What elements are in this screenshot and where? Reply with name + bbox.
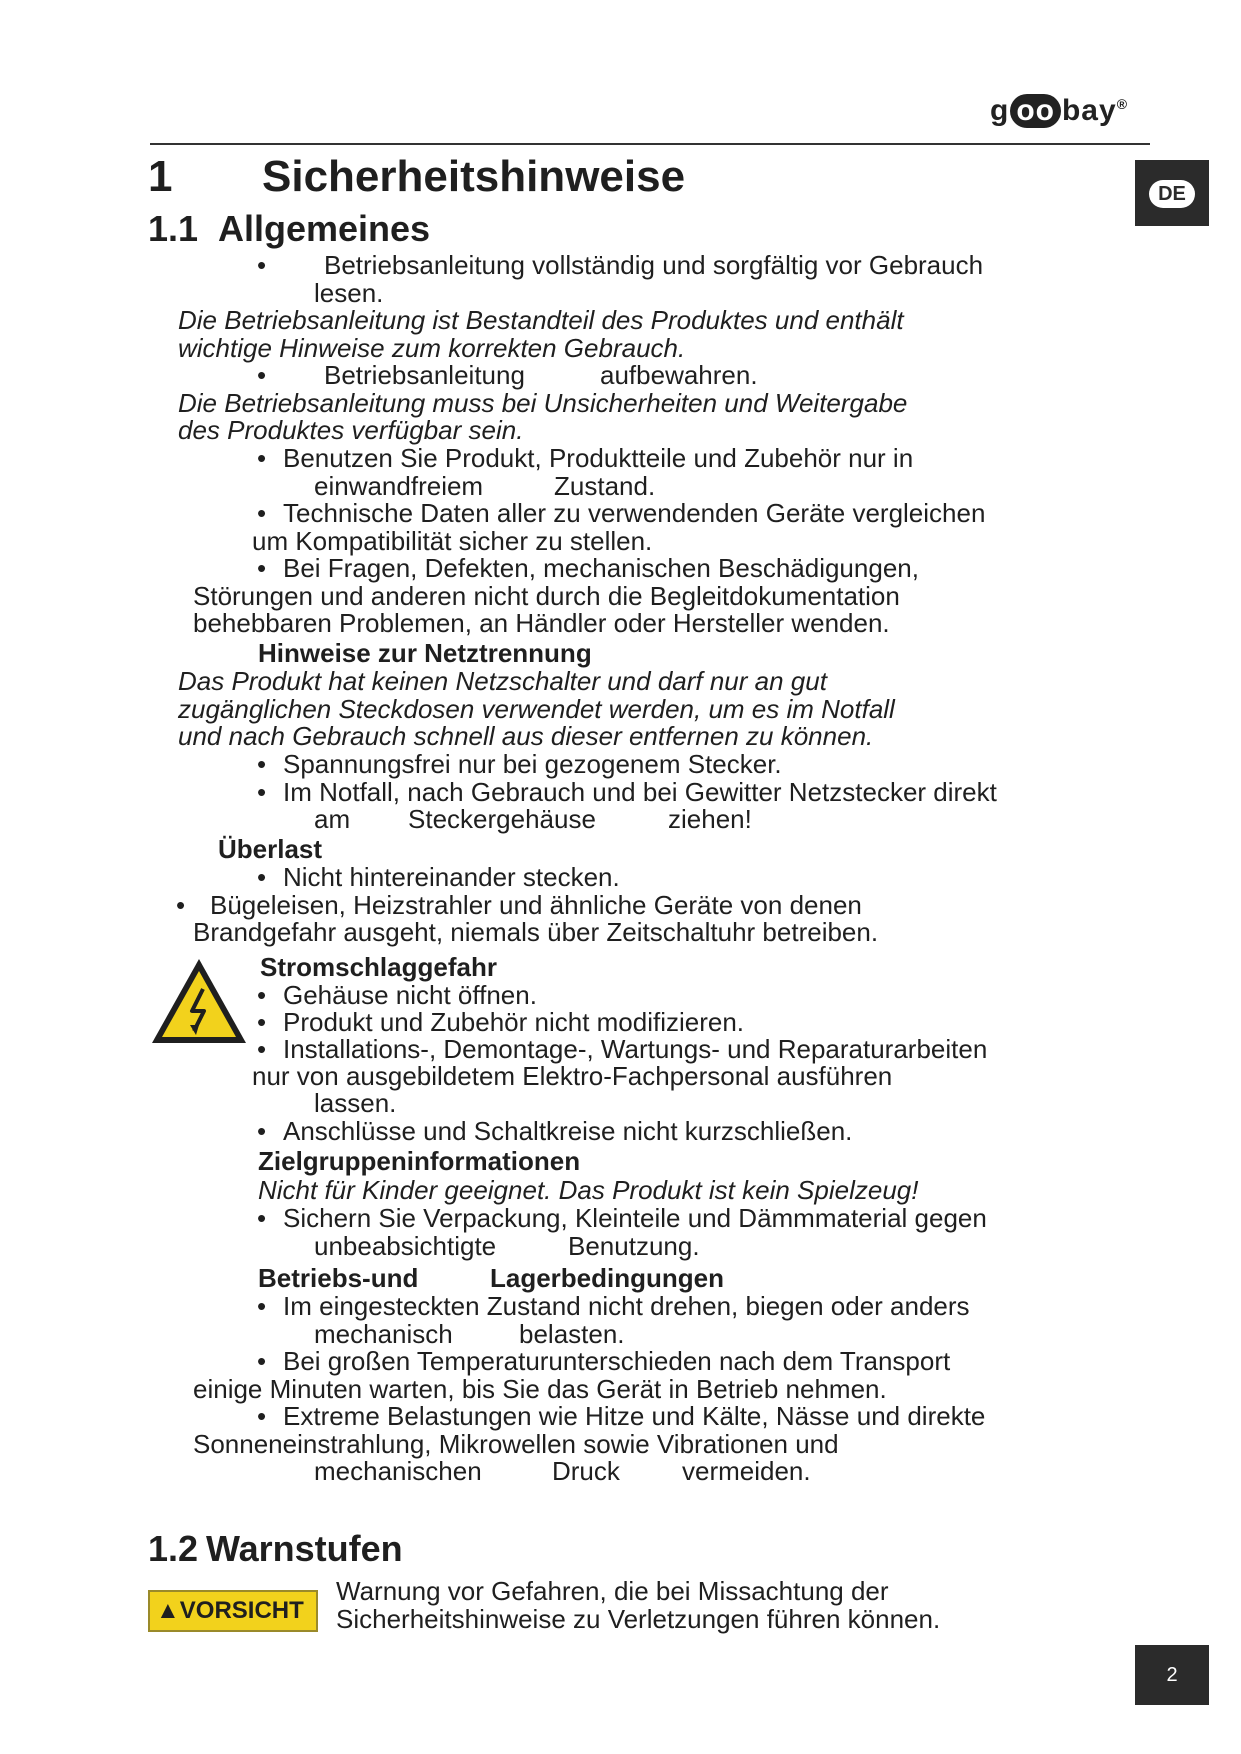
caution-label: ▲VORSICHT xyxy=(148,1590,318,1632)
text-line: Zustand. xyxy=(554,471,656,501)
text-line: Sonneneinstrahlung, Mikrowellen sowie Vibrationen und xyxy=(193,1429,839,1459)
text-line: Anschlüsse und Schaltkreise nicht kurzschließen. xyxy=(283,1116,853,1146)
text-line: mechanisch xyxy=(314,1319,453,1349)
text-line: Sicherheitshinweise zu Verletzungen führen können. xyxy=(336,1604,941,1634)
bullet: • xyxy=(257,1203,267,1233)
text-line: Produkt und Zubehör nicht modifizieren. xyxy=(283,1007,745,1037)
text-line: behebbaren Problemen, an Händler oder Hersteller wenden. xyxy=(193,608,890,638)
section-number: 1 xyxy=(148,152,173,201)
subheading: Lagerbedingungen xyxy=(490,1263,724,1293)
text-line: mechanischen xyxy=(314,1456,482,1486)
bullet: • xyxy=(257,1034,267,1064)
text-line: Spannungsfrei nur bei gezogenem Stecker. xyxy=(283,749,782,779)
text-line: Benutzen Sie Produkt, Produktteile und Zubehör nur in xyxy=(283,443,914,473)
bullet: • xyxy=(257,250,267,280)
note-line: Nicht für Kinder geeignet. Das Produkt ist kein Spielzeug! xyxy=(258,1175,919,1205)
text-line: Extreme Belastungen wie Hitze und Kälte, Nässe und direkte xyxy=(283,1401,986,1431)
electric-hazard-icon xyxy=(148,955,250,1047)
note-line: Das Produkt hat keinen Netzschalter und darf nur an gut xyxy=(178,666,827,696)
text-line: belasten. xyxy=(519,1319,625,1349)
header-rule xyxy=(150,143,1150,145)
bullet: • xyxy=(257,498,267,528)
bullet: • xyxy=(257,862,267,892)
note-line: und nach Gebrauch schnell aus dieser entfernen zu können. xyxy=(178,721,874,751)
text-line: Bei großen Temperaturunterschieden nach dem Transport xyxy=(283,1346,951,1376)
text-line: Störungen und anderen nicht durch die Begleitdokumentation xyxy=(193,581,900,611)
subsection-title: Warnstufen xyxy=(206,1528,403,1569)
text-line: Installations-, Demontage-, Wartungs- und Reparaturarbeiten xyxy=(283,1034,988,1064)
text-line: am xyxy=(314,804,351,834)
subsection-number: 1.1 xyxy=(148,208,199,249)
bullet: • xyxy=(257,980,267,1010)
text-line: lesen. xyxy=(314,278,384,308)
note-line: wichtige Hinweise zum korrekten Gebrauch. xyxy=(178,333,686,363)
text-line: Bei Fragen, Defekten, mechanischen Beschädigungen, xyxy=(283,553,919,583)
bullet: • xyxy=(257,1116,267,1146)
text-line: Benutzung. xyxy=(568,1231,700,1261)
bullet: • xyxy=(257,777,267,807)
text-line: lassen. xyxy=(314,1088,397,1118)
subheading: Überlast xyxy=(218,834,323,864)
bullet: • xyxy=(257,749,267,779)
note-line: zugänglichen Steckdosen verwendet werden, um es im Notfall xyxy=(178,694,895,724)
text-line: einige Minuten warten, bis Sie das Gerät in Betrieb nehmen. xyxy=(193,1374,887,1404)
warning-triangle-icon: ▲ xyxy=(156,1597,180,1624)
text-line: vermeiden. xyxy=(682,1456,811,1486)
text-line: aufbewahren. xyxy=(600,360,758,390)
subheading: Hinweise zur Netztrennung xyxy=(258,638,592,668)
text-line: Brandgefahr ausgeht, niemals über Zeitschaltuhr betreiben. xyxy=(193,917,879,947)
language-badge: DE xyxy=(1149,180,1195,208)
text-line: Im Notfall, nach Gebrauch und bei Gewitter Netzstecker direkt xyxy=(283,777,997,807)
text-line: Bügeleisen, Heizstrahler und ähnliche Geräte von denen xyxy=(210,890,862,920)
text-line: Gehäuse nicht öffnen. xyxy=(283,980,537,1010)
text-line: einwandfreiem xyxy=(314,471,484,501)
subheading: Stromschlaggefahr xyxy=(260,952,497,982)
bullet: • xyxy=(257,553,267,583)
bullet: • xyxy=(257,1007,267,1037)
text-line: Betriebsanleitung xyxy=(324,360,525,390)
brand-logo: g oo bay® xyxy=(990,94,1129,127)
text-line: Im eingesteckten Zustand nicht drehen, biegen oder anders xyxy=(283,1291,970,1321)
note-line: des Produktes verfügbar sein. xyxy=(178,415,524,445)
text-line: Warnung vor Gefahren, die bei Missachtung der xyxy=(336,1576,889,1606)
text-line: Technische Daten aller zu verwendenden Geräte vergleichen xyxy=(283,498,986,528)
text-line: Nicht hintereinander stecken. xyxy=(283,862,620,892)
text-line: Sichern Sie Verpackung, Kleinteile und Dämmmaterial gegen xyxy=(283,1203,987,1233)
text-line: unbeabsichtigte xyxy=(314,1231,497,1261)
subheading: Betriebs-und xyxy=(258,1263,419,1293)
text-line: nur von ausgebildetem Elektro-Fachpersonal ausführen xyxy=(252,1061,893,1091)
note-line: Die Betriebsanleitung ist Bestandteil des Produktes und enthält xyxy=(178,305,904,335)
bullet: • xyxy=(257,1346,267,1376)
text-line: ziehen! xyxy=(668,804,752,834)
bullet: • xyxy=(176,890,186,920)
text-line: Steckergehäuse xyxy=(408,804,596,834)
bullet: • xyxy=(257,360,267,390)
text-line: Druck xyxy=(552,1456,620,1486)
bullet: • xyxy=(257,443,267,473)
subsection-title: Allgemeines xyxy=(218,208,431,249)
logo-mark: oo xyxy=(1010,94,1061,128)
note-line: Die Betriebsanleitung muss bei Unsicherheiten und Weitergabe xyxy=(178,388,908,418)
text-line: um Kompatibilität sicher zu stellen. xyxy=(252,526,653,556)
text-line: Betriebsanleitung vollständig und sorgfältig vor Gebrauch xyxy=(324,250,984,280)
language-tab xyxy=(1135,160,1209,226)
page-title: Sicherheitshinweise xyxy=(262,152,686,201)
subheading: Zielgruppeninformationen xyxy=(258,1146,581,1176)
page-number: 2 xyxy=(1135,1645,1209,1705)
bullet: • xyxy=(257,1401,267,1431)
bullet: • xyxy=(257,1291,267,1321)
subsection-number: 1.2 xyxy=(148,1528,199,1569)
